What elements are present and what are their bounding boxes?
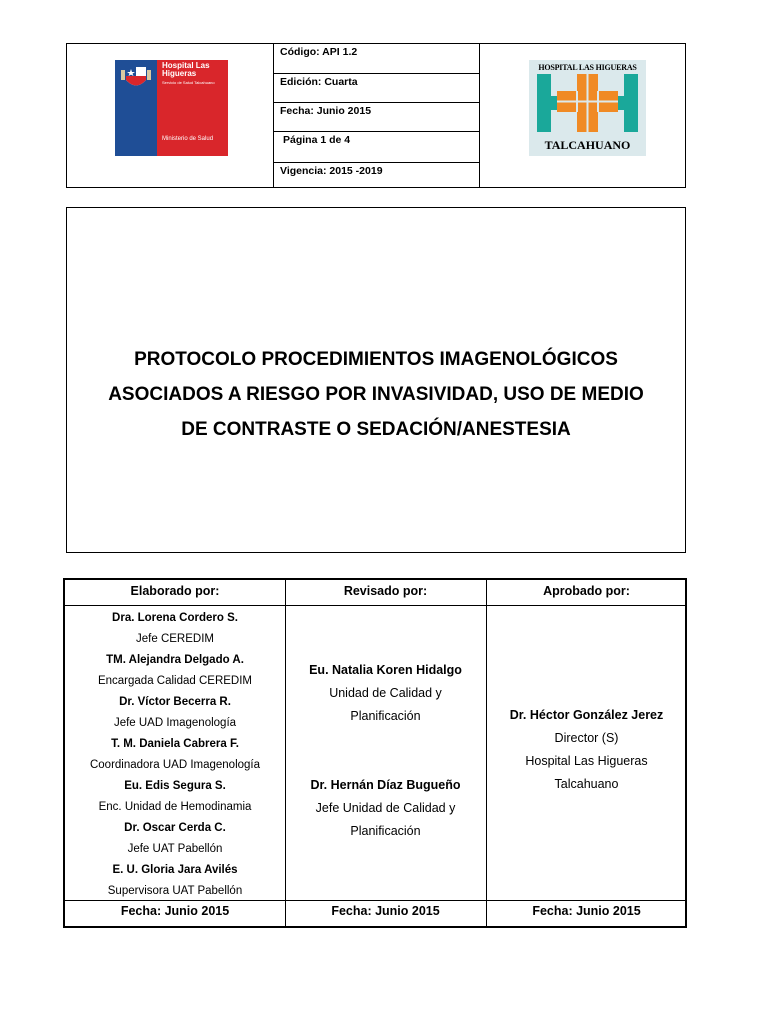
list-item-name: Dra. Lorena Cordero S. bbox=[112, 612, 238, 624]
ministry-logo-cell bbox=[67, 44, 274, 187]
revisado-entry-1: Eu. Natalia Koren Hidalgo Unidad de Calidad y Planificación bbox=[309, 663, 462, 723]
approval-table bbox=[63, 578, 687, 928]
logo-top-text: HOSPITAL LAS HIGUERAS bbox=[538, 63, 637, 72]
chile-coat-of-arms-icon bbox=[120, 64, 152, 92]
header-aprobado: Aprobado por: bbox=[543, 584, 630, 598]
title-box bbox=[66, 207, 686, 553]
meta-vigencia: Vigencia: 2015 -2019 bbox=[280, 165, 383, 177]
list-item-role: Jefe UAT Pabellón bbox=[127, 843, 223, 855]
meta-fecha: Fecha: Junio 2015 bbox=[274, 103, 479, 132]
document-header bbox=[66, 43, 686, 188]
list-item-name: Eu. Edis Segura S. bbox=[124, 780, 226, 792]
logo-ministry: Ministerio de Salud bbox=[162, 136, 214, 142]
logo-hospital-name: Hospital Las Higueras bbox=[162, 61, 210, 78]
header-revisado: Revisado por: bbox=[343, 584, 428, 598]
list-item-name: T. M. Daniela Cabrera F. bbox=[111, 738, 239, 750]
meta-edicion: Edición: Cuarta bbox=[274, 74, 479, 103]
logo-subtitle: Servicio de Salud Talcahuano bbox=[162, 80, 215, 85]
header-elaborado: Elaborado por: bbox=[130, 584, 220, 598]
list-item-name: Dr. Oscar Cerda C. bbox=[124, 822, 226, 834]
meta-pagina: Página 1 de 4 bbox=[274, 132, 479, 163]
list-item-role: Supervisora UAT Pabellón bbox=[107, 885, 243, 897]
fecha-elaborado: Fecha: Junio 2015 bbox=[120, 904, 230, 918]
revisado-entry-2: Dr. Hernán Díaz Bugueño Jefe Unidad de Calidad y Planificación bbox=[310, 778, 461, 838]
aprobado-entry: Dr. Héctor González Jerez Director (S) Hospital Las Higueras Talcahuano bbox=[509, 708, 664, 791]
logo-bottom-text: TALCAHUANO bbox=[544, 138, 631, 152]
list-item-name: Dr. Víctor Becerra R. bbox=[119, 696, 231, 708]
hospital-ministry-logo bbox=[115, 60, 228, 156]
hospital-las-higueras-logo bbox=[529, 60, 646, 156]
list-item-role: Coordinadora UAD Imagenología bbox=[89, 759, 261, 771]
meta-codigo: Código: API 1.2 bbox=[274, 44, 479, 74]
document-title: PROTOCOLO PROCEDIMIENTOS IMAGENOLÓGICOS ASOCIADOS A RIESGO POR INVASIVIDAD, USO DE MEDIO DE CONTRASTE O SEDACIÓN/ANESTESIA bbox=[108, 349, 644, 440]
list-item-name: E. U. Gloria Jara Avilés bbox=[112, 864, 238, 876]
elaborado-list bbox=[65, 608, 285, 902]
document-meta bbox=[274, 44, 480, 187]
list-item-role: Jefe UAD Imagenología bbox=[113, 717, 237, 729]
list-item-name: TM. Alejandra Delgado A. bbox=[106, 654, 244, 666]
list-item-role: Encargada Calidad CEREDIM bbox=[97, 675, 253, 687]
list-item-role: Enc. Unidad de Hemodinamia bbox=[98, 801, 252, 813]
fecha-aprobado: Fecha: Junio 2015 bbox=[532, 904, 641, 918]
hospital-logo-cell bbox=[480, 44, 685, 187]
list-item-role: Jefe CEREDIM bbox=[136, 633, 214, 645]
fecha-revisado: Fecha: Junio 2015 bbox=[331, 904, 440, 918]
